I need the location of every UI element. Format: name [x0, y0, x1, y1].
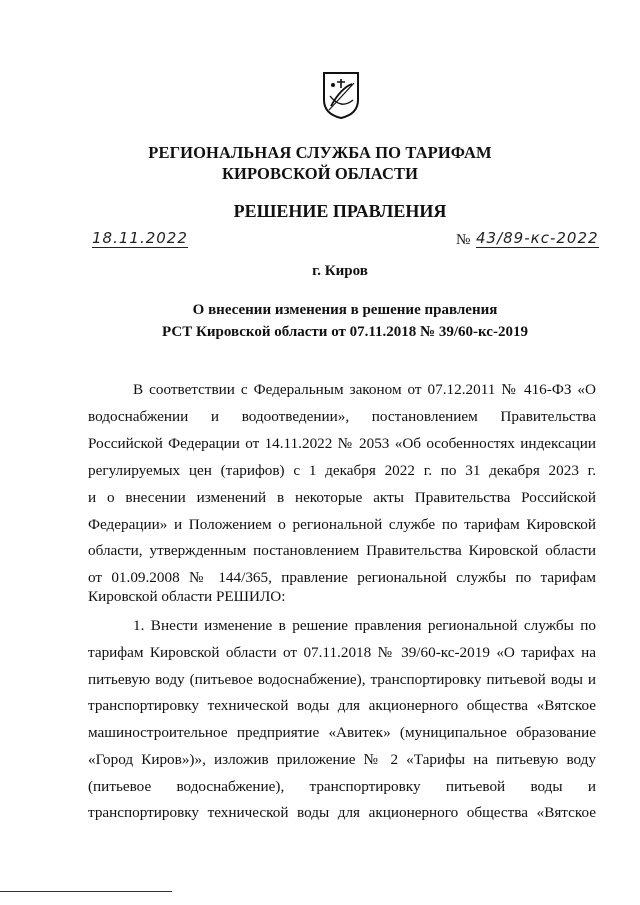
body-line: Кировской области РЕШИЛО: — [88, 588, 286, 605]
body-line: водоснабжении и водоотведении», постановлением Правительства — [88, 408, 596, 425]
body-line: тарифам Кировской области от 07.11.2018 № 39/60-кс-2019 «О тарифах на — [88, 644, 596, 661]
body-line: «Город Киров»)», изложив приложение № 2 «Тарифы на питьевую воду — [88, 751, 596, 768]
body-line: транспортировку технической воды для акционерного общества «Вятское — [88, 697, 596, 714]
decision-number: 43/89-кс-2022 — [476, 229, 599, 247]
org-name-line2: КИРОВСКОЙ ОБЛАСТИ — [221, 164, 419, 183]
body-line: машиностроительное предприятие «Авитек» (муниципальное образование — [88, 724, 596, 741]
body-line: от 01.09.2008 № 144/365, правление региональной службы по тарифам — [88, 569, 596, 586]
subject-line2: РСТ Кировской области от 07.11.2018 № 39/60-кс-2019 — [162, 324, 528, 340]
body-line: (питьевое водоснабжение), транспортировку питьевой воды и — [88, 778, 596, 795]
coat-of-arms-emblem — [321, 70, 361, 120]
body-line: области, утвержденным постановлением Правительства Кировской области — [88, 542, 596, 559]
footnote-divider — [0, 891, 172, 892]
org-name-line1: РЕГИОНАЛЬНАЯ СЛУЖБА ПО ТАРИФАМ — [148, 143, 492, 162]
document-title: РЕШЕНИЕ ПРАВЛЕНИЯ — [233, 201, 447, 221]
body-line: регулируемых цен (тарифов) с 1 декабря 2022 г. по 31 декабря 2023 г. — [88, 462, 596, 479]
body-line: Федерации» и Положением о региональной службе по тарифам Кировской — [88, 516, 596, 533]
subject-line1: О внесении изменения в решение правления — [192, 302, 498, 318]
decision-date: 18.11.2022 — [92, 229, 188, 247]
body-line: транспортировку технической воды для акционерного общества «Вятское — [88, 804, 596, 821]
body-line: В соответствии с Федеральным законом от 07.12.2011 № 416-ФЗ «О — [133, 381, 596, 398]
body-line: 1. Внести изменение в решение правления региональной службы по — [133, 617, 596, 634]
number-label: № — [456, 232, 471, 248]
body-line: Российской Федерации от 14.11.2022 № 2053 «Об особенностях индексации — [88, 435, 596, 452]
body-line: питьевую воду (питьевое водоснабжение), транспортировку питьевой воды и — [88, 671, 596, 688]
city-name: г. Киров — [312, 263, 368, 279]
body-line: и о внесении изменений в некоторые акты Правительства Российской — [88, 489, 596, 506]
